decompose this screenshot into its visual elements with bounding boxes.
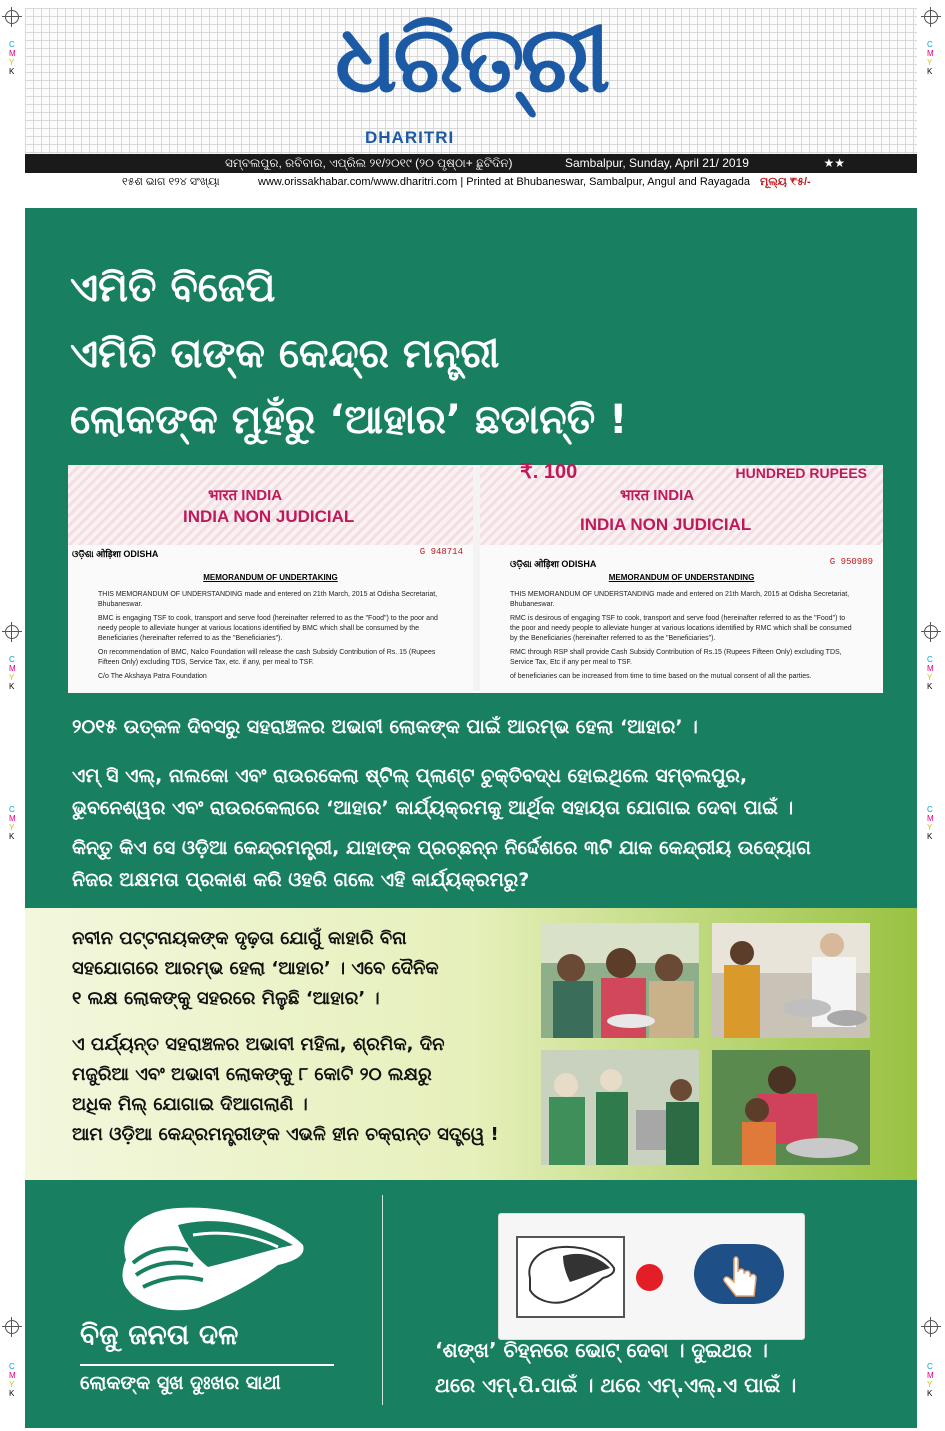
document-strip — [68, 461, 883, 693]
stamp-paper-left: भारत INDIA INDIA NON JUDICIAL ଓଡ଼ିଶା ओड़िशा ODISHA G 948714 MEMORANDUM OF UNDERTAKING THIS MEMORANDUM OF UNDERSTANDING made and entered on 21th March, 2015 at Odisha Secretariat, Bhubaneswar. BMC is engaging TSF to cook, transport and serve food (hereinafter referred to as the "Food") to the poor and needy people to alleviate hunger at various locations identified by BMC which shall be consumed by the Beneficiaries (hereinafter referred to as the "Beneficiaries"). On recommendation of BMC, Nalco Foundation will release the cash Subsidy Contribution of Rs. 15 (Rupees Fifteen Only) excluding TDS, Service Tax, etc. if any, per meal to TSF. C/o The Akshaya Patra Foundation — [68, 465, 473, 693]
ad-paragraph-3: କିନ୍ତୁ କିଏ ସେ ଓଡ଼ିଆ କେନ୍ଦ୍ରମନ୍ତ୍ରୀ, ଯାହାଙ୍କ ପ୍ରଚ୍ଛନ୍ନ ନିର୍ଦ୍ଦେଶରେ ୩ଟି ଯାକ କେନ୍ଦ୍ରୀୟ ଉଦ୍ୟୋଗ ନିଜର ଅକ୍ଷମତା ପ୍ରକାଶ କରି ଓହରି ଗଲେ ଏହି କାର୍ଯ୍ୟକ୍ରମରୁ? — [72, 837, 811, 891]
cmyk-strip: C M Y K — [927, 1362, 934, 1398]
conch-symbol-icon — [518, 1238, 623, 1316]
photo-people-eating — [541, 923, 699, 1038]
ad-paragraph-2: ଏମ୍ ସି ଏଲ୍, ନାଲକୋ ଏବଂ ରାଉରକେଲା ଷ୍ଟିଲ୍ ପ୍ଲାଣ୍ଟ ଚୁକ୍ତିବଦ୍ଧ ହୋଇଥିଲେ ସମ୍ବଲପୁର, ଭୁବନେଶ୍ୱର ଏବଂ ରାଉରକେଲାରେ ‘ଆହାର’ କାର୍ଯ୍ୟକ୍ରମକୁ ଆର୍ଥିକ ସହାୟତା ଯୋଗାଇ ଦେବା ପାଇଁ । — [72, 765, 794, 819]
dateline-bar — [25, 154, 917, 173]
registration-mark-bottom-right — [924, 1320, 938, 1334]
newspaper-logo-english: DHARITRI — [365, 128, 455, 147]
date-english: Sambalpur, Sunday, April 21/ 2019 — [565, 156, 749, 170]
document-body: THIS MEMORANDUM OF UNDERSTANDING made and entered on 21th March, 2015 at Odisha Secretariat, Bhubaneswar. RMC is desirous of engaging TSF to cook, transport and serve food (hereinafter referred to as the "Food") to the poor and needy people to alleviate hunger at various locations identified by RMC which shall be consumed by the Beneficiaries (hereinafter referred to as the "Beneficiaries"). RMC through RSP shall provide Cash Subsidy Contribution of Rs.15 (Rupees Fifteen Only) excluding TDS, Service Tax, Etc if any per meal to TSF. of beneficiaries can be increased from time to time based on the mutual consent of all the parties. — [510, 591, 852, 680]
newspaper-logo: ଧରିତ୍ରୀ — [335, 6, 607, 113]
info-line — [25, 176, 917, 192]
ballot-symbol-box — [516, 1236, 625, 1318]
conch-shell-icon — [108, 1205, 308, 1319]
ad-mid-paragraph-2: ଏ ପର୍ଯ୍ୟନ୍ତ ସହରାଞ୍ଚଳର ଅଭାବୀ ମହିଳା, ଶ୍ରମିକ, ଦିନ ମଜୁରିଆ ଏବଂ ଅଭାବୀ ଲୋକଙ୍କୁ ୮ କୋଟି ୨୦ ଲକ୍ଷରୁ ଅଧିକ ମିଲ୍ ଯୋଗାଇ ଦିଆଗଲାଣି । ଆମ ଓଡ଼ିଆ କେନ୍ଦ୍ରମନ୍ତ୍ରୀଙ୍କ ଏଭଳି ହୀନ ଚକ୍ରାନ୍ତ ସତ୍ତ୍ୱେ ! — [72, 1034, 499, 1145]
issue-number: ୧୫ଶ ଭାଗ ୧୨୪ ସଂଖ୍ୟା — [122, 176, 220, 188]
price: ମୂଲ୍ୟ ₹୫/- — [760, 176, 811, 188]
cmyk-strip: C M Y K — [927, 805, 934, 841]
ad-paragraph-1: ୨୦୧୫ ଉତ୍କଳ ଦିବସରୁ ସହରାଞ୍ଚଳର ଅଭାବୀ ଲୋକଙ୍କ ପାଇଁ ଆରମ୍ଭ ହେଲା ‘ଆହାର’ । — [72, 716, 698, 738]
stamp-paper-right: ₹. 100 HUNDRED RUPEES भारत INDIA INDIA NON JUDICIAL ଓଡ଼ିଶା ओड़िशा ODISHA G 950989 MEMORANDUM OF UNDERSTANDING THIS MEMORANDUM OF UNDERSTANDING made and entered on 21th March, 2015 at Odisha Secretariat, Bhubaneswar. RMC is desirous of engaging TSF to cook, transport and serve food (hereinafter referred to as the "Food") to the poor and needy people to alleviate hunger at various locations identified by RMC which shall be consumed by the Beneficiaries (hereinafter referred to as the "Beneficiaries"). RMC through RSP shall provide Cash Subsidy Contribution of Rs.15 (Rupees Fifteen Only) excluding TDS, Service Tax, Etc if any per meal to TSF. of beneficiaries can be increased from time to time based on the mutual consent of all the parties. — [480, 465, 883, 693]
edition-stars: ★★ — [823, 156, 845, 170]
cmyk-strip: C M Y K — [9, 805, 16, 841]
masthead — [25, 8, 917, 154]
evm-vote-button — [694, 1244, 784, 1304]
party-tagline: ଲୋକଙ୍କ ସୁଖ ଦୁଃଖର ସାଥୀ — [80, 1372, 281, 1394]
party-name: ବିଜୁ ଜନତା ଦଳ — [80, 1318, 239, 1351]
cmyk-strip: C M Y K — [9, 1362, 16, 1398]
photo-kitchen-staff — [541, 1050, 699, 1165]
date-odia: ସମ୍ବଲପୁର, ରବିବାର, ଏପ୍ରିଲ ୨୧/୨୦୧୯ (୨୦ ପୃଷ୍ଠା+ ଛୁଟିଦିନ) — [225, 156, 513, 170]
photo-child-eating — [712, 1050, 870, 1165]
cmyk-strip: C M Y K — [9, 40, 16, 76]
registration-mark-bottom-left — [5, 1320, 19, 1334]
panel-divider — [382, 1195, 383, 1405]
cmyk-strip: C M Y K — [927, 40, 934, 76]
cmyk-strip: C M Y K — [927, 655, 934, 691]
registration-mark-top-right — [924, 10, 938, 24]
photo-serving-food — [712, 923, 870, 1038]
evm-red-light — [636, 1264, 663, 1291]
hand-pointer-icon — [694, 1244, 784, 1304]
evm-ballot-illustration — [498, 1213, 805, 1340]
document-body: THIS MEMORANDUM OF UNDERSTANDING made and entered on 21th March, 2015 at Odisha Secretariat, Bhubaneswar. BMC is engaging TSF to cook, transport and serve food (hereinafter referred to as the "Food") to the poor and needy people to alleviate hunger at various locations identified by BMC which shall be consumed by the Beneficiaries (hereinafter referred to as the "Beneficiaries"). On recommendation of BMC, Nalco Foundation will release the cash Subsidy Contribution of Rs. 15 (Rupees Fifteen Only) excluding TDS, Service Tax, etc. if any, per meal to TSF. C/o The Akshaya Patra Foundation — [98, 591, 438, 680]
ad-headline: ଏମିତି ବିଜେପି ଏମିତି ତାଙ୍କ କେନ୍ଦ୍ର ମନ୍ତ୍ରୀ ଲୋକଙ୍କ ମୁହଁରୁ ‘ଆହାର’ ଛଡାନ୍ତି ! — [70, 265, 628, 443]
registration-mark-mid-right — [924, 625, 938, 639]
cmyk-strip: C M Y K — [9, 655, 16, 691]
registration-mark-top-left — [5, 10, 19, 24]
web-print-info: www.orissakhabar.com/www.dharitri.com | Printed at Bhubaneswar, Sambalpur, Angul and Rayagada — [258, 176, 751, 188]
party-underline — [80, 1364, 334, 1366]
vote-appeal-line-2: ଥରେ ଏମ୍.ପି.ପାଇଁ । ଥରେ ଏମ୍.ଏଲ୍.ଏ ପାଇଁ । — [435, 1373, 797, 1397]
vote-appeal-line-1: ‘ଶଙ୍ଖ’ ଚିହ୍ନରେ ଭୋଟ୍ ଦେବା । ଦୁଇଥର । — [435, 1338, 768, 1362]
registration-mark-mid-left — [5, 625, 19, 639]
ad-mid-paragraph-1: ନବୀନ ପଟ୍ଟନାୟକଙ୍କ ଦୃଢ଼ତା ଯୋଗୁଁ କାହାରି ବିନା ସହଯୋଗରେ ଆରମ୍ଭ ହେଲା ‘ଆହାର’ । ଏବେ ଦୈନିକ ୧ ଲକ୍ଷ ଲୋକଙ୍କୁ ସହରରେ ମିଳୁଛି ‘ଆହାର’ । — [72, 928, 439, 1009]
